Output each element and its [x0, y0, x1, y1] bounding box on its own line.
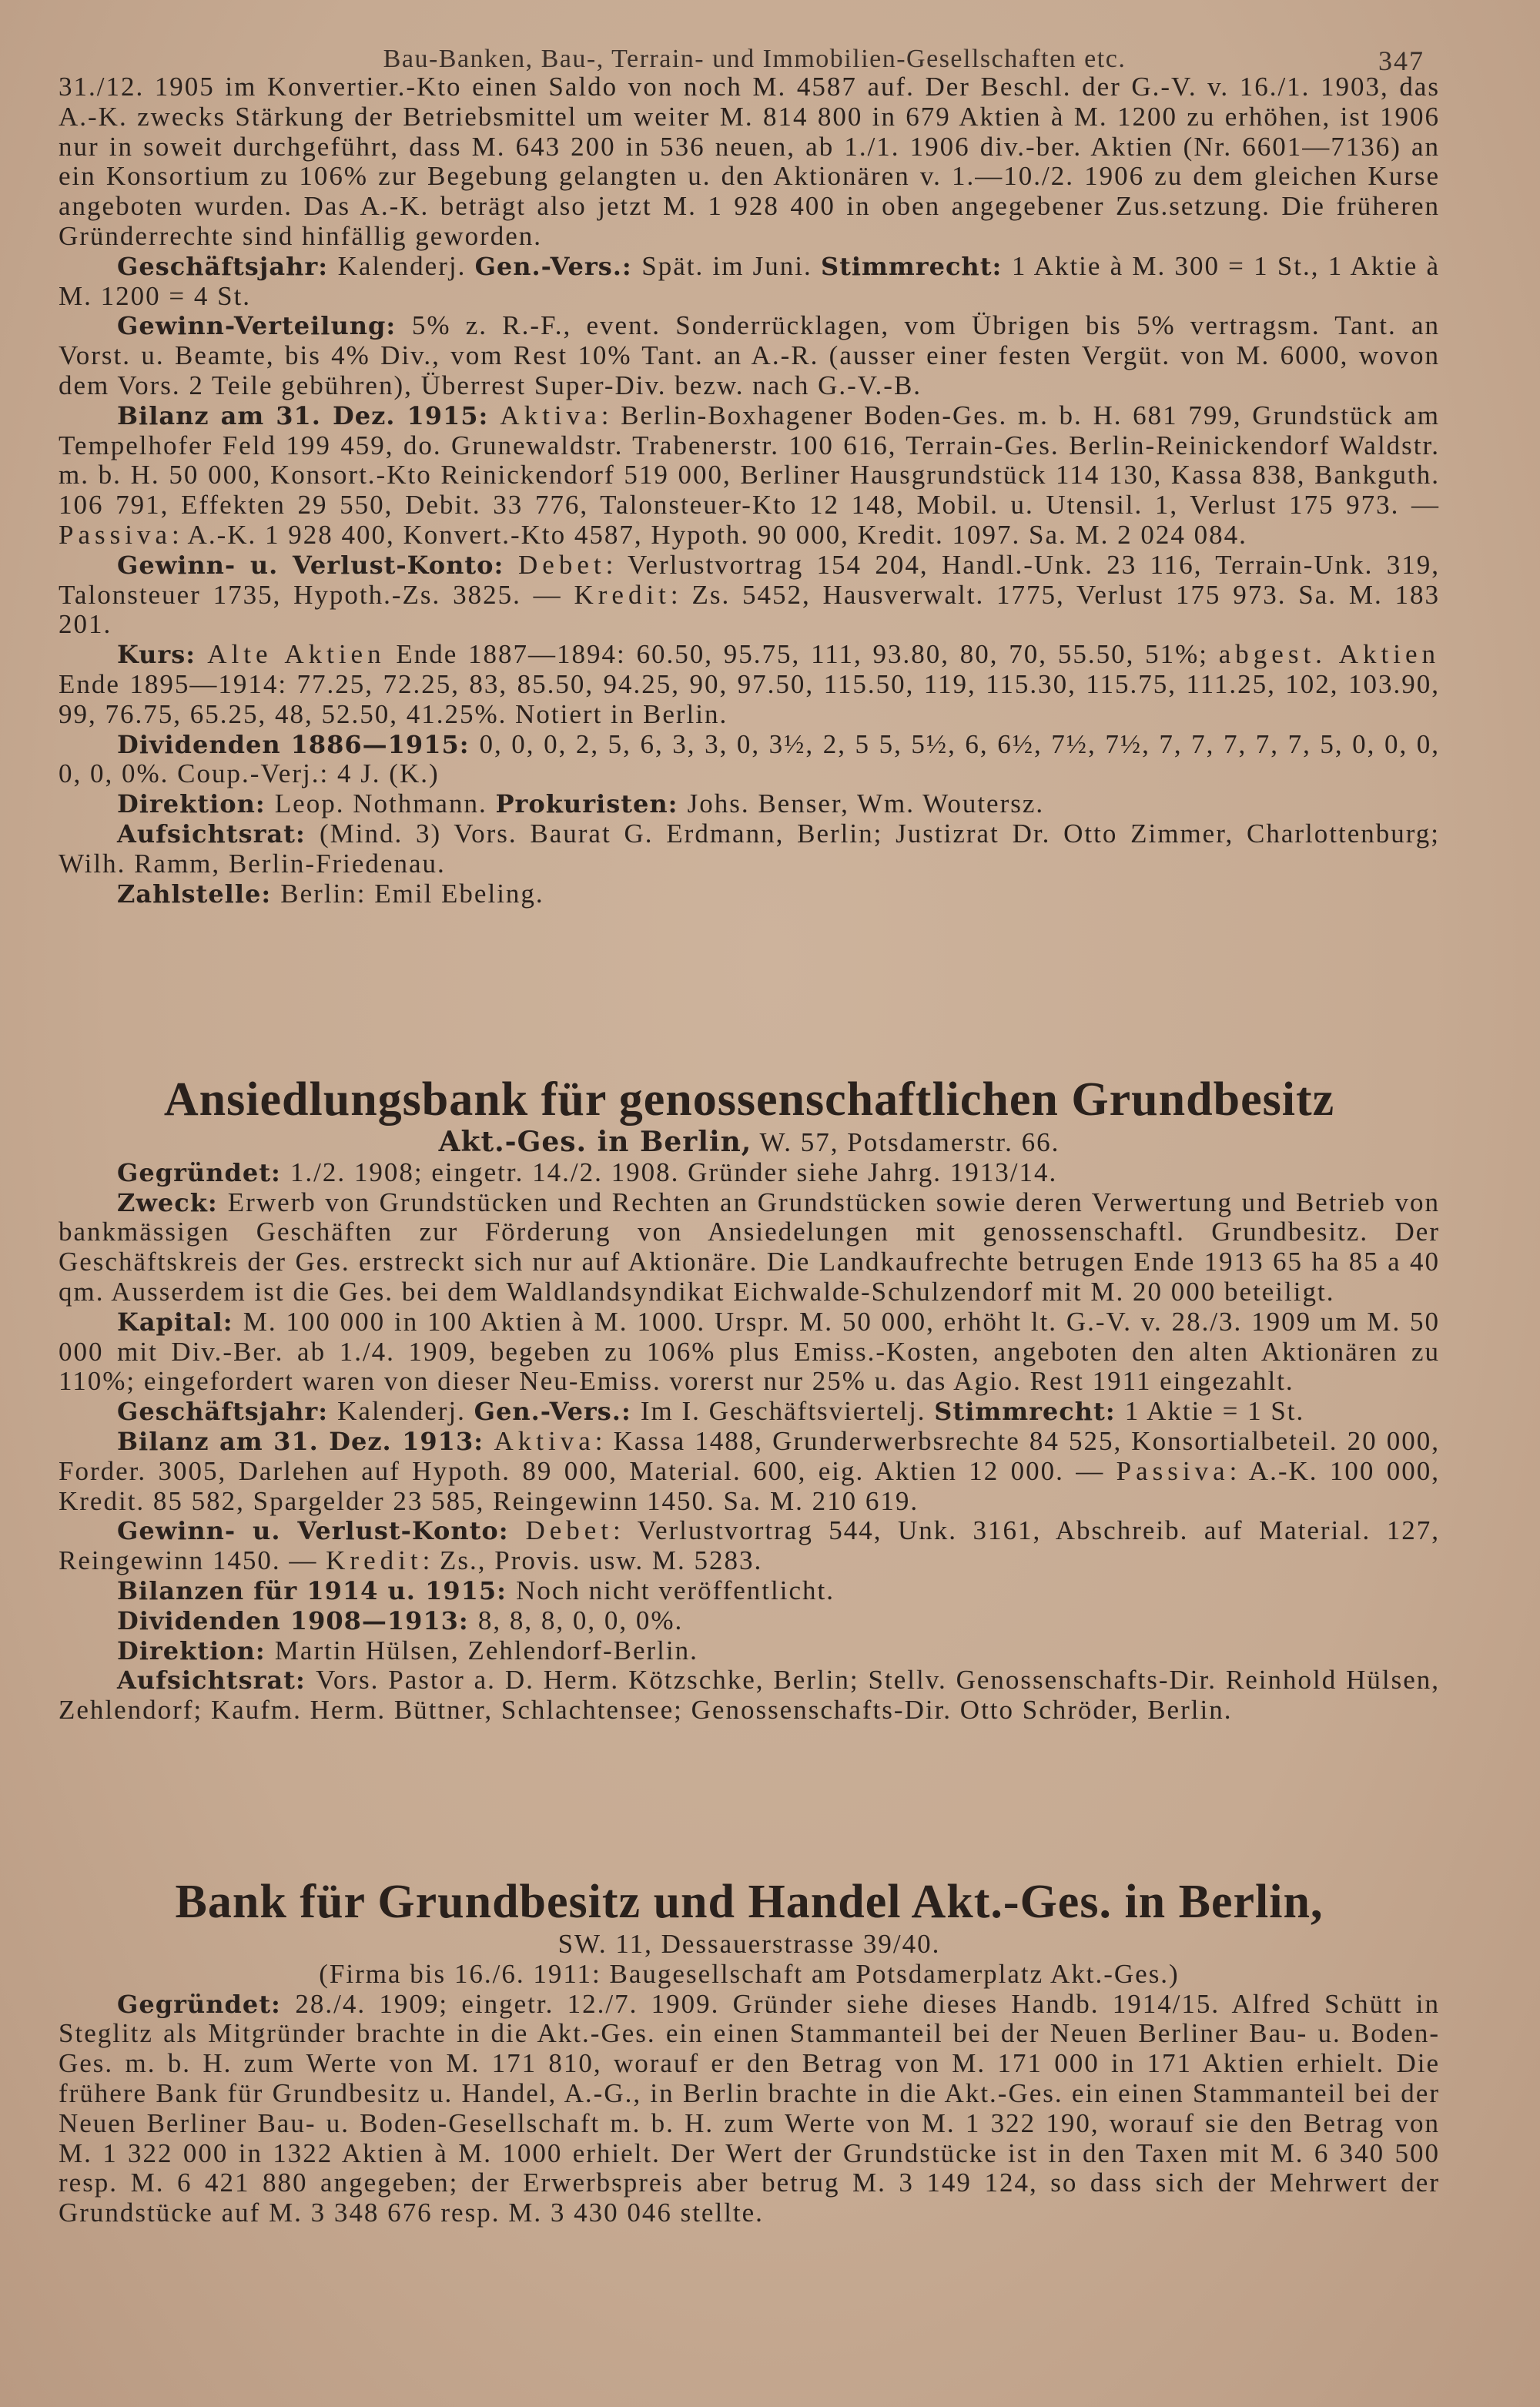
- paragraph: [59, 1990, 1440, 2228]
- field-text: (Mind. 3) Vors. Baurat G. Erdmann, Berlin; Justizrat Dr. Otto Zimmer, Charlottenburg; Wilh. Ramm, Berlin-Friedenau.: [59, 818, 1440, 879]
- field-text: Kalenderj.: [337, 250, 475, 281]
- field-text: : A.-K. 100 000, Kredit. 85 582, Spargelder 23 585, Reingewinn 1450. Sa. M. 210 619.: [59, 1455, 1440, 1516]
- paragraph: [59, 640, 1440, 729]
- field-text: Aktiva: [494, 1425, 595, 1456]
- field-label: Stimmrecht:: [820, 251, 1012, 281]
- field-label: Gewinn- u. Verlust-Konto:: [117, 550, 519, 580]
- paragraph: [59, 1158, 1440, 1188]
- paragraph: [59, 1665, 1440, 1726]
- field-text: : Kassa 1488, Grunderwerbsrechte 84 525, Konsortialbeteil. 20 000, Forder. 3005, Darlehen auf Hypoth. 89 000, Material. 600, eig. Aktien 12 000. —: [59, 1425, 1440, 1486]
- page-number: 347: [1378, 45, 1424, 76]
- field-label: Gewinn- u. Verlust-Konto:: [117, 1516, 526, 1546]
- field-text: Johs. Benser, Wm. Woutersz.: [687, 788, 1045, 819]
- field-label: Geschäftsjahr:: [117, 251, 338, 281]
- field-text: 0, 0, 0, 2, 5, 6, 3, 3, 0, 3½, 2, 5 5, 5½, 6, 6½, 7½, 7½, 7, 7, 7, 7, 7, 5, 0, 0, 0, 0, 0, 0%. Coup.-Verj.: 4 J. (K.): [59, 728, 1441, 789]
- field-text: Kredit: [574, 579, 671, 610]
- paragraph: [59, 1427, 1440, 1516]
- field-text: Noch nicht veröffentlicht.: [516, 1575, 835, 1605]
- paragraph: [59, 551, 1440, 640]
- paragraph: [59, 311, 1440, 400]
- field-text: Alte Aktien: [207, 639, 386, 670]
- field-text: W. 57, Potsdamerstr. 66.: [752, 1127, 1060, 1157]
- field-label: Zahlstelle:: [117, 879, 281, 909]
- field-text: 1 Aktie à M. 300 = 1 St., 1 Aktie à M. 1200 = 4 St.: [59, 250, 1441, 311]
- entry-subtitle: [59, 1930, 1440, 1960]
- paragraph: [59, 789, 1440, 819]
- field-text: Passiva: [1116, 1455, 1230, 1486]
- paragraph: [59, 252, 1440, 312]
- field-text: 31./12. 1905 im Konvertier.-Kto einen Saldo von noch M. 4587 auf. Der Beschl. der G.-V. v. 16./1. 1903, das A.-K. zwecks Stärkung der Betriebsmittel um weiter M. 814 800 in 679 Aktien à M. 1200 zu erhöhen, ist 1906 nur in soweit durchgeführt, dass M. 643 200 in 536 neuen, ab 1./1. 1906 div.-ber. Aktien (Nr. 6601—7136) an ein Konsortium zu 106% zur Begebung gelangten u. den Aktionären v. 1.—10./2. 1906 zu dem gleichen Kurse angeboten wurden. Das A.-K. beträgt also jetzt M. 1 928 400 in oben angegebener Zus.setzung. Die früheren Gründerrechte sind hinfällig geworden.: [59, 72, 1440, 251]
- field-text: 5% z. R.-F., event. Sonderrücklagen, vom Übrigen bis 5% vertragsm. Tant. an Vorst. u. Beamte, bis 4% Div., vom Rest 10% Tant. an A.-R. (ausser einer festen Vergüt. von M. 6000, wovon dem Vors. 2 Teile gebühren), Überrest Super-Div. bezw. nach G.-V.-B.: [59, 310, 1441, 400]
- field-text: Aktiva: [500, 400, 601, 430]
- paragraph: [59, 1636, 1440, 1666]
- field-text: Debet: [525, 1515, 614, 1546]
- field-text: Erwerb von Grundstücken und Rechten an Grundstücken sowie deren Verwertung und Betrieb von bankmässigen Geschäften zur Förderung von Ansiedelungen mit genossenschaftl. Grundbesitz. Der Geschäftskreis der Ges. erstreckt sich nur auf Aktionäre. Die Landkaufrechte betrugen Ende 1913 65 ha 85 a 40 qm. Ausserdem ist die Ges. bei dem Waldlandsyndikat Eichwalde-Schulzendorf mit M. 20 000 beteiligt.: [59, 1187, 1440, 1307]
- field-text: Spät. im Juni.: [641, 250, 821, 281]
- section-bank-fuer-grundbesitz: [59, 1874, 1440, 2228]
- field-label: Direktion:: [117, 789, 275, 819]
- entry-title: Bank für Grundbesitz und Handel Akt.-Ges. in Berlin,: [175, 1876, 1324, 1928]
- paragraph: [59, 401, 1440, 551]
- field-label: Geschäftsjahr:: [117, 1397, 338, 1427]
- paragraph: [59, 730, 1440, 790]
- field-label: Gewinn-Verteilung:: [117, 311, 412, 341]
- field-label: Bilanzen für 1914 u. 1915:: [117, 1575, 517, 1605]
- paragraph: [59, 1188, 1440, 1307]
- field-label: Dividenden 1908—1913:: [117, 1605, 478, 1635]
- field-text: (Firma bis 16./6. 1911: Baugesellschaft am Potsdamerplatz Akt.-Ges.): [319, 1958, 1180, 1989]
- field-label: Direktion:: [117, 1635, 275, 1665]
- field-text: abgest. Aktien: [1218, 639, 1441, 670]
- field-label: Prokuristen:: [495, 789, 688, 819]
- field-text: Im I. Geschäftsviertelj.: [640, 1396, 935, 1427]
- field-label: Bilanz am 31. Dez. 1913:: [117, 1426, 494, 1456]
- entry-title: Ansiedlungsbank für genossenschaftlichen Grundbesitz: [163, 1073, 1335, 1126]
- field-text: Ende 1895—1914: 77.25, 72.25, 83, 85.50, 94.25, 90, 97.50, 115.50, 119, 115.30, 115.75, 111.25, 102, 103.90, 99, 76.75, 65.25, 48, 52.50, 41.25%. Notiert in Berlin.: [59, 668, 1440, 729]
- field-text: : A.-K. 1 928 400, Konvert.-Kto 4587, Hypoth. 90 000, Kredit. 1097. Sa. M. 2 024 084.: [172, 519, 1247, 550]
- field-text: : Zs. 5452, Hausverwalt. 1775, Verlust 175 973. Sa. M. 183 201.: [59, 579, 1441, 640]
- field-text: : Berlin-Boxhagener Boden-Ges. m. b. H. 681 799, Grundstück am Tempelhofer Feld 199 459, do. Grunewaldstr. Trabenerstr. 100 616, Terrain-Ges. Berlin-Reinickendorf Waldstr. m. b. H. 50 000, Konsort.-Kto Reinickendorf 519 000, Berliner Hausgrundstück 114 130, Kassa 838, Bankguth. 106 791, Effekten 29 550, Debit. 33 776, Talonsteuer-Kto 12 148, Mobil. u. Utensil. 1, Verlust 175 973. —: [59, 400, 1440, 521]
- paragraph: [59, 879, 1440, 909]
- field-label: Gen.-Vers.:: [474, 1397, 641, 1427]
- entry-subtitle: [59, 1960, 1440, 1990]
- field-text: SW. 11, Dessauerstrasse 39/40.: [557, 1929, 941, 1959]
- field-text: Kredit: [326, 1545, 423, 1576]
- field-label: Zweck:: [117, 1187, 228, 1217]
- field-text: Martin Hülsen, Zehlendorf-Berlin.: [274, 1635, 698, 1665]
- field-label: Aufsichtsrat:: [117, 1665, 316, 1696]
- paragraph: [59, 1606, 1440, 1636]
- field-text: : Verlustvortrag 154 204, Handl.-Unk. 23 116, Terrain-Unk. 319, Talonsteuer 1735, Hypoth.-Zs. 3825. —: [59, 549, 1440, 610]
- paragraph: [59, 819, 1440, 879]
- paragraph: [59, 1397, 1440, 1427]
- field-text: Kalenderj.: [337, 1396, 474, 1427]
- field-text: 8, 8, 8, 0, 0, 0%.: [477, 1605, 684, 1635]
- field-text: Passiva: [59, 519, 172, 550]
- field-label: Kurs:: [117, 640, 208, 670]
- section-continuation: [59, 72, 1440, 909]
- running-header: Bau-Banken, Bau-, Terrain- und Immobilien-Gesellschaften etc.: [383, 45, 1127, 73]
- field-text: : Verlustvortrag 544, Unk. 3161, Abschreib. auf Material. 127, Reingewinn 1450. —: [59, 1515, 1441, 1576]
- field-text: Berlin: Emil Ebeling.: [280, 878, 544, 909]
- field-text: 28./4. 1909; eingetr. 12./7. 1909. Gründer siehe dieses Handb. 1914/15. Alfred Schütt in Steglitz als Mitgründer brachte in die Akt.-Ges. ein einen Stammanteil bei der Neuen Berliner Bau- u. Boden-Ges. m. b. H. zum Werte von M. 171 810, worauf er den Betrag von M. 171 000 in 171 Aktien erhielt. Die frühere Bank für Grundbesitz u. Handel, A.-G., in Berlin brachte in die Akt.-Ges. ein einen Stammanteil bei der Neuen Berliner Bau- u. Boden-Gesellschaft m. b. H. zum Werte von M. 1 322 190, worauf sie den Betrag von M. 1 322 000 in 1322 Aktien à M. 1000 erhielt. Der Wert der Grundstücke ist in den Taxen mit M. 6 340 500 resp. M. 6 421 880 angegeben; der Erwerbspreis aber betrug M. 3 149 124, so dass sich der Mehrwert der Grundstücke auf M. 3 348 676 resp. M. 3 430 046 stellte.: [59, 1988, 1440, 2228]
- field-label: Dividenden 1886—1915:: [117, 729, 480, 759]
- field-text: Ende 1887—1894: 60.50, 95.75, 111, 93.80, 80, 70, 55.50, 51%;: [385, 639, 1219, 670]
- field-text: Debet: [518, 549, 606, 580]
- field-label: Gegründet:: [117, 1989, 296, 2019]
- field-text: 1./2. 1908; eingetr. 14./2. 1908. Gründer siehe Jahrg. 1913/14.: [290, 1157, 1058, 1187]
- field-label: Stimmrecht:: [934, 1397, 1125, 1427]
- entry-subtitle: [59, 1127, 1440, 1158]
- field-label: Bilanz am 31. Dez. 1915:: [117, 400, 500, 430]
- field-text: Leop. Nothmann.: [274, 788, 496, 819]
- field-text: : Zs., Provis. usw. M. 5283.: [422, 1545, 763, 1576]
- paragraph: [59, 1307, 1440, 1397]
- section-ansiedlungsbank: [59, 1072, 1440, 1726]
- field-label: Aufsichtsrat:: [117, 819, 320, 849]
- field-label: Gegründet:: [117, 1157, 290, 1187]
- paragraph: [59, 1516, 1440, 1576]
- field-label: Kapital:: [117, 1307, 243, 1337]
- paragraph: [59, 72, 1440, 252]
- paragraph: [59, 1576, 1440, 1606]
- field-text: Vors. Pastor a. D. Herm. Kötzschke, Berlin; Stellv. Genossenschafts-Dir. Reinhold Hülsen, Zehlendorf; Kaufm. Herm. Büttner, Schlachtensee; Genossenschafts-Dir. Otto Schröder, Berlin.: [59, 1665, 1441, 1726]
- field-label: Akt.-Ges. in Berlin,: [438, 1126, 752, 1158]
- field-label: Gen.-Vers.:: [474, 251, 642, 281]
- field-text: 1 Aktie = 1 St.: [1124, 1396, 1305, 1427]
- field-text: M. 100 000 in 100 Aktien à M. 1000. Urspr. M. 50 000, erhöht lt. G.-V. v. 28./3. 1909 um M. 50 000 mit Div.-Ber. ab 1./4. 1909, begeben zu 106% plus Emiss.-Kosten, angeboten den alten Aktionären zu 110%; eingefordert waren von dieser Neu-Emiss. vorerst nur 25% u. das Agio. Rest 1911 eingezahlt.: [59, 1306, 1441, 1397]
